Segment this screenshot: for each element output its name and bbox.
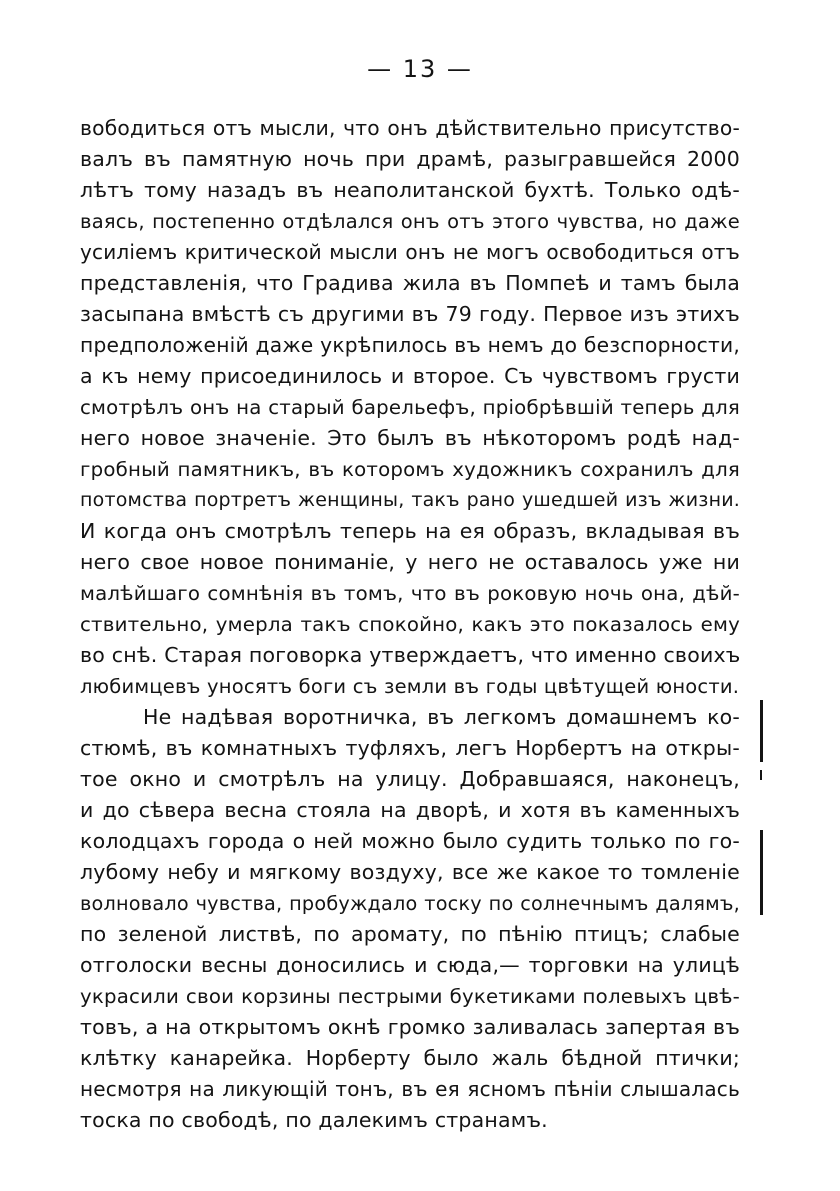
text-line: Не надѣвая воротничка, въ легкомъ домашнемъ ко-	[143, 705, 740, 729]
text-line: колодцахъ города о ней можно было судить только по го-	[80, 829, 740, 853]
text-line: гробный памятникъ, въ которомъ художникъ сохранилъ для	[80, 458, 740, 481]
text-line: волновало чувства, пробуждало тоску по солнечнымъ далямъ,	[80, 892, 740, 915]
text-line: любимцевъ уносятъ боги съ земли въ годы цвѣтущей юности.	[80, 675, 740, 698]
text-line: во снѣ. Старая поговорка утверждаетъ, что именно своихъ	[80, 643, 741, 667]
text-line: тое окно и смотрѣлъ на улицу. Добравшаяся, наконецъ,	[80, 767, 740, 791]
text-line: тоска по свободѣ, по далекимъ странамъ.	[80, 1108, 548, 1132]
margin-mark	[760, 700, 763, 762]
paragraph-2	[80, 702, 740, 1136]
text-line: него новое значеніе. Это былъ въ нѣкоторомъ родѣ над-	[80, 426, 740, 450]
text-line: по зеленой листвѣ, по аромату, по пѣнію птицъ; слабые	[80, 922, 740, 946]
text-line: стюмѣ, въ комнатныхъ туфляхъ, легъ Норбертъ на откры-	[80, 736, 740, 760]
text-line: представленія, что Градива жила въ Помпеѣ и тамъ была	[80, 271, 740, 295]
text-line: него свое новое пониманіе, у него не оставалось уже ни	[80, 550, 740, 574]
text-line: украсили свои корзины пестрыми букетиками полевыхъ цвѣ-	[80, 985, 740, 1008]
page-number: — 13 —	[367, 55, 473, 83]
text-line: клѣтку канарейка. Норберту было жаль бѣдной птички;	[80, 1046, 740, 1070]
margin-mark	[760, 830, 763, 915]
text-line: засыпана вмѣстѣ съ другими въ 79 году. Первое изъ этихъ	[80, 302, 740, 326]
text-line: и до сѣвера весна стояла на дворѣ, и хотя въ каменныхъ	[80, 798, 740, 822]
text-line: потомства портретъ женщины, такъ рано ушедшей изъ жизни.	[80, 489, 740, 511]
text-line: а къ нему присоединилось и второе. Съ чувствомъ грусти	[80, 364, 740, 388]
paragraph-1	[80, 113, 740, 702]
text-line: смотрѣлъ онъ на старый барельефъ, пріобрѣвшій теперь для	[80, 396, 740, 419]
text-line: валъ въ памятную ночь при драмѣ, разыгравшейся 2000	[80, 147, 740, 171]
text-line: усиліемъ критической мысли онъ не могъ освободиться отъ	[80, 240, 740, 264]
text-line: товъ, а на открытомъ окнѣ громко заливалась запертая въ	[80, 1015, 740, 1039]
text-line: предположеній даже укрѣпилось въ немъ до безспорности,	[80, 333, 740, 357]
text-line: И когда онъ смотрѣлъ теперь на ея образъ, вкладывая въ	[80, 519, 740, 543]
text-line: несмотря на ликующій тонъ, въ ея ясномъ пѣніи слышалась	[80, 1077, 740, 1101]
text-line: ствительно, умерла такъ спокойно, какъ это показалось ему	[80, 613, 740, 636]
margin-mark	[760, 770, 762, 780]
text-line: лубому небу и мягкому воздуху, все же какое то томленіе	[80, 860, 740, 884]
text-line: малѣйшаго сомнѣнія въ томъ, что въ роковую ночь она, дѣй-	[80, 582, 740, 605]
text-line: отголоски весны доносились и сюда,— торговки на улицѣ	[80, 953, 740, 977]
text-line: лѣтъ тому назадъ въ неаполитанской бухтѣ. Только одѣ-	[80, 178, 740, 202]
text-line: ваясь, постепенно отдѣлался онъ отъ этого чувства, но даже	[80, 210, 740, 233]
text-line: вободиться отъ мысли, что онъ дѣйствительно присутство-	[80, 116, 740, 140]
text-body	[80, 113, 740, 1136]
